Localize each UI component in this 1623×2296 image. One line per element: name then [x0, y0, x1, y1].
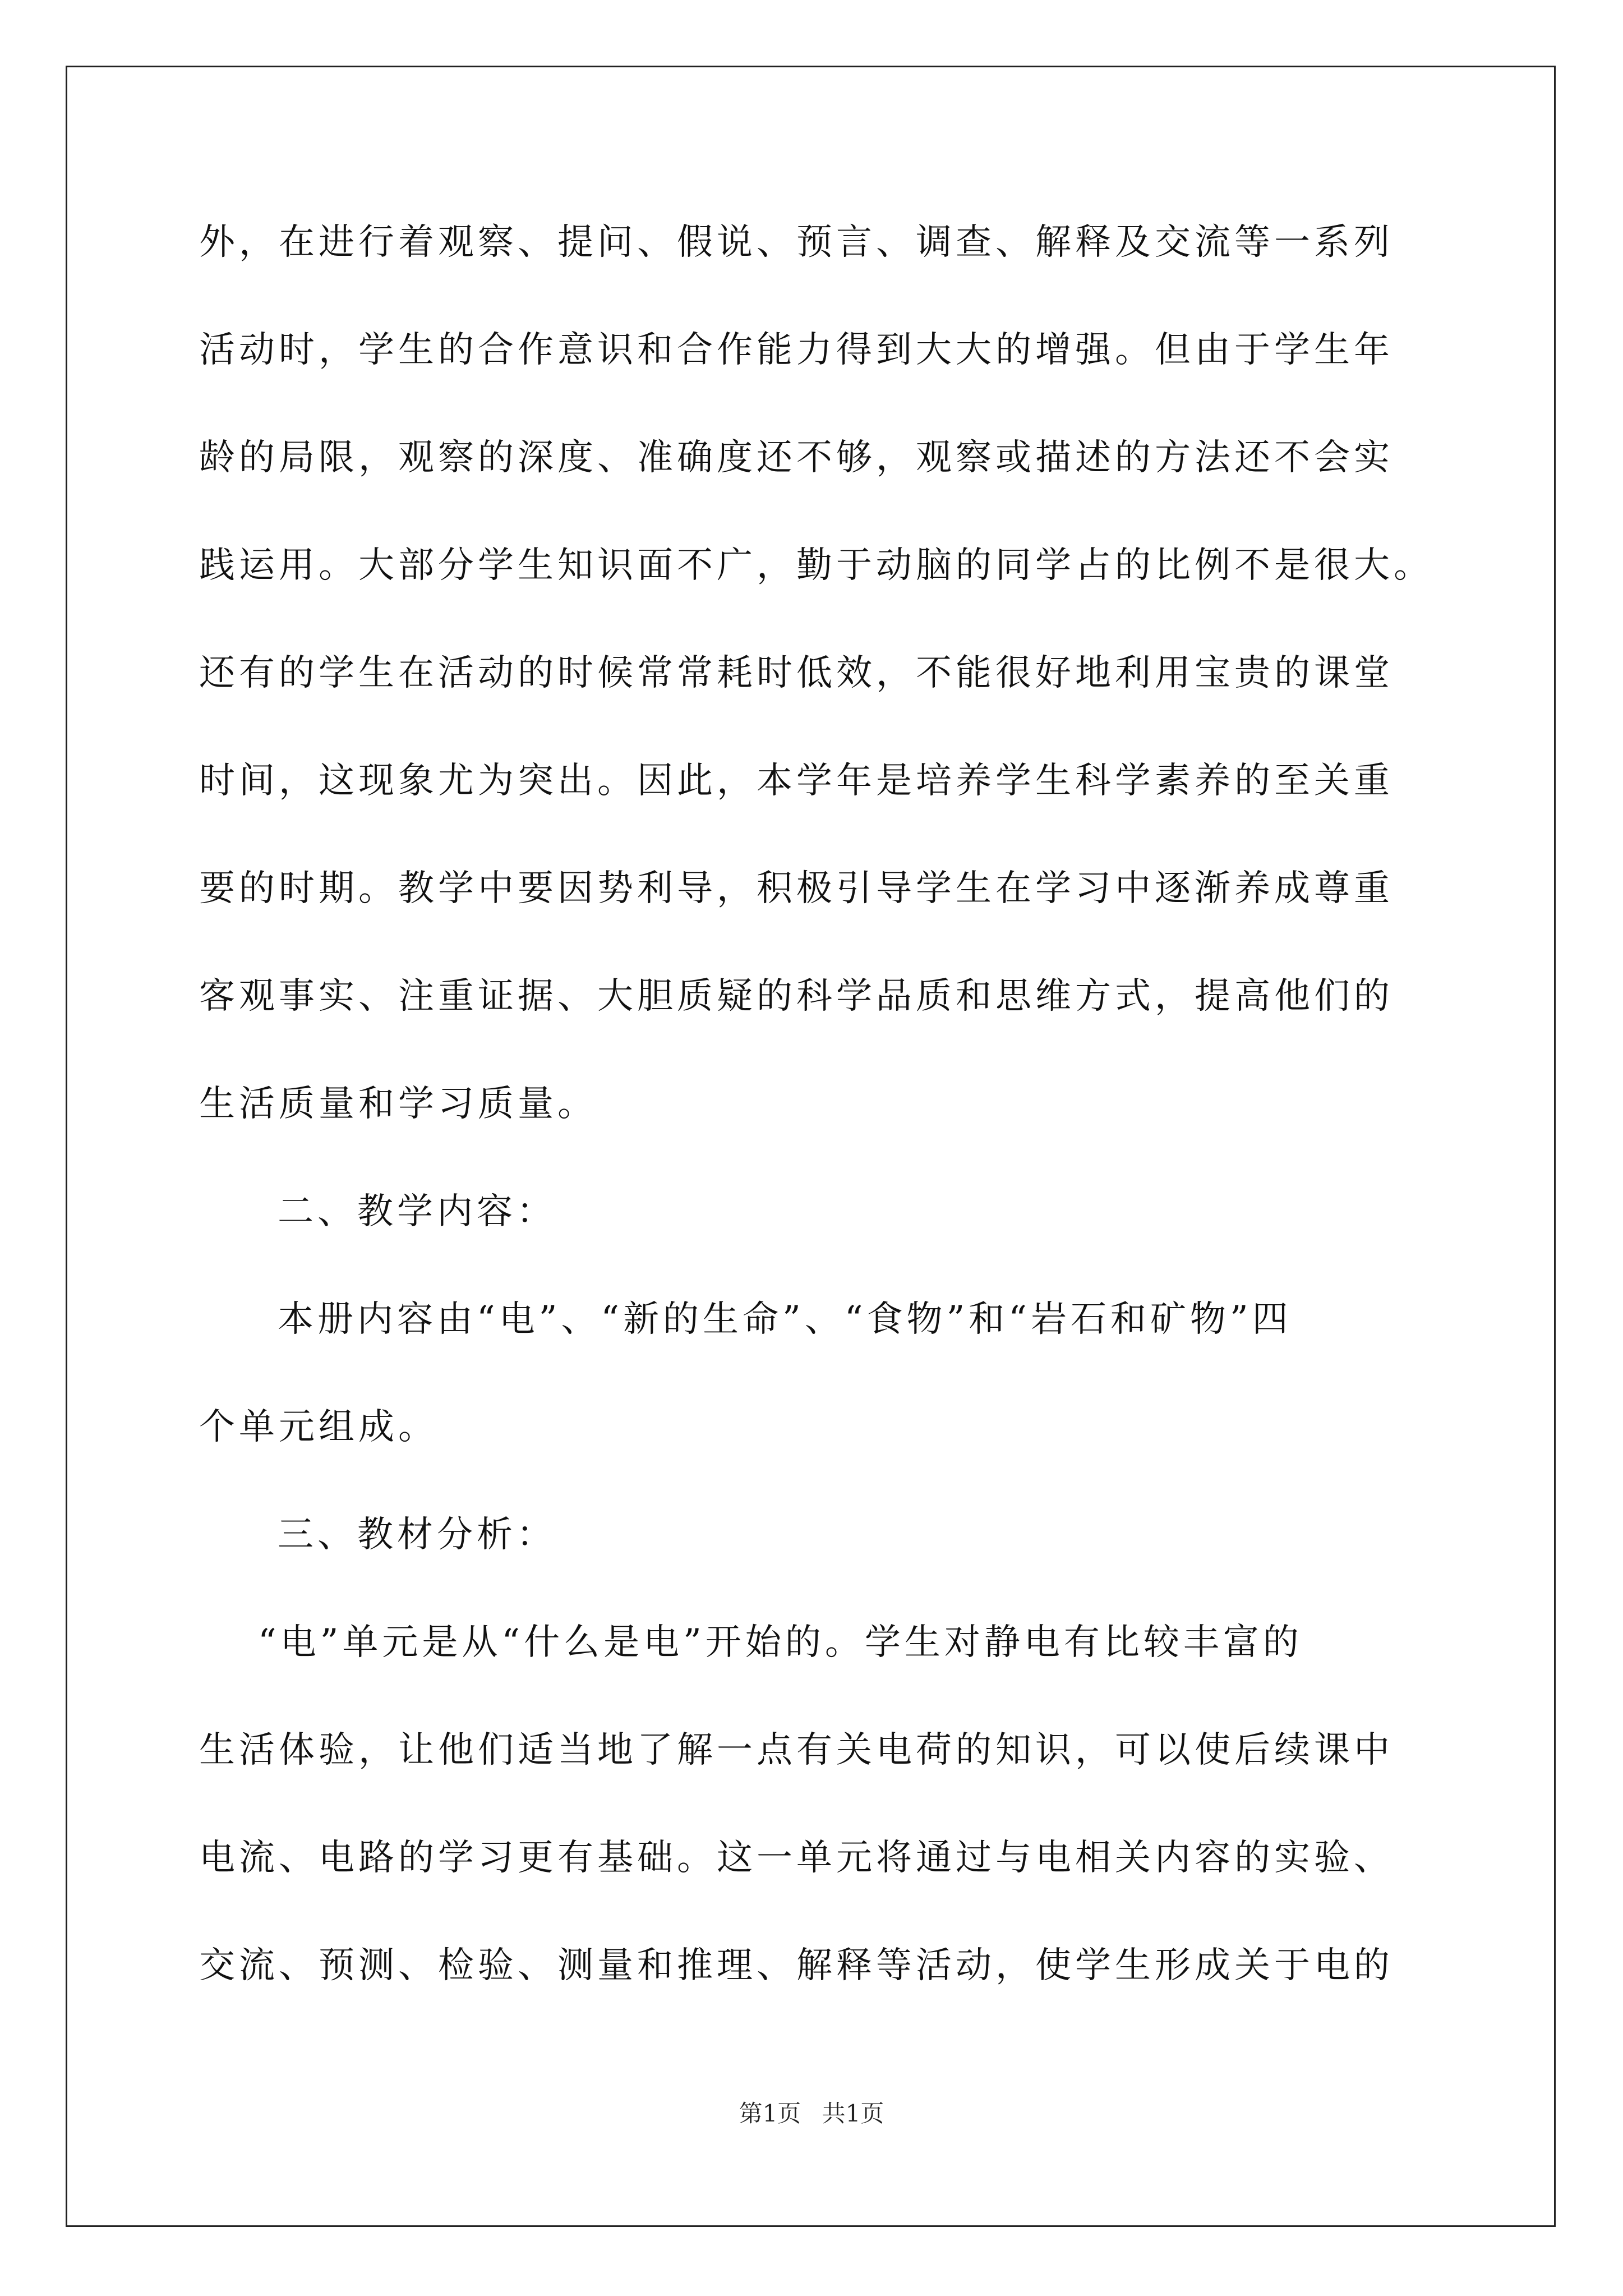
paragraph-line: 生活体验，让他们适当地了解一点有关电荷的知识，可以使后续课中: [199, 1729, 1394, 1771]
paragraph-line: 时间，这现象尤为突出。因此，本学年是培养学生科学素养的至关重: [199, 760, 1394, 802]
paragraph-line: 要的时期。教学中要因势利导，积极引导学生在学习中逐渐养成尊重: [199, 868, 1394, 909]
paragraph-line: 生活质量和学习质量。: [199, 1083, 597, 1125]
paragraph-line: 本册内容由“电”、“新的生命”、“食物”和“岩石和矿物”四: [278, 1299, 1292, 1340]
page-footer: [0, 2095, 1623, 2129]
paragraph-line: 外，在进行着观察、提问、假说、预言、调查、解释及交流等一系列: [199, 222, 1394, 263]
paragraph-line: 个单元组成。: [199, 1406, 438, 1448]
paragraph-line: 交流、预测、检验、测量和推理、解释等活动，使学生形成关于电的: [199, 1945, 1394, 1986]
page-number: 第1页: [739, 2100, 801, 2127]
paragraph-line: 龄的局限，观察的深度、准确度还不够，观察或描述的方法还不会实: [199, 437, 1394, 478]
paragraph-line: 践运用。大部分学生知识面不广，勤于动脑的同学占的比例不是很大。: [199, 545, 1433, 586]
section-heading: 三、教材分析：: [278, 1514, 556, 1556]
page-total: 共1页: [822, 2100, 884, 2127]
paragraph-line: 客观事实、注重证据、大胆质疑的科学品质和思维方式，提高他们的: [199, 976, 1394, 1017]
section-heading: 二、教学内容：: [278, 1191, 556, 1232]
paragraph-line: 活动时，学生的合作意识和合作能力得到大大的增强。但由于学生年: [199, 329, 1394, 371]
paragraph-line: 还有的学生在活动的时候常常耗时低效，不能很好地利用宝贵的课堂: [199, 652, 1394, 694]
paragraph-line: 电流、电路的学习更有基础。这一单元将通过与电相关内容的实验、: [199, 1837, 1394, 1879]
paragraph-line: “电”单元是从“什么是电”开始的。学生对静电有比较丰富的: [258, 1622, 1303, 1663]
page-border: [66, 66, 1556, 2227]
